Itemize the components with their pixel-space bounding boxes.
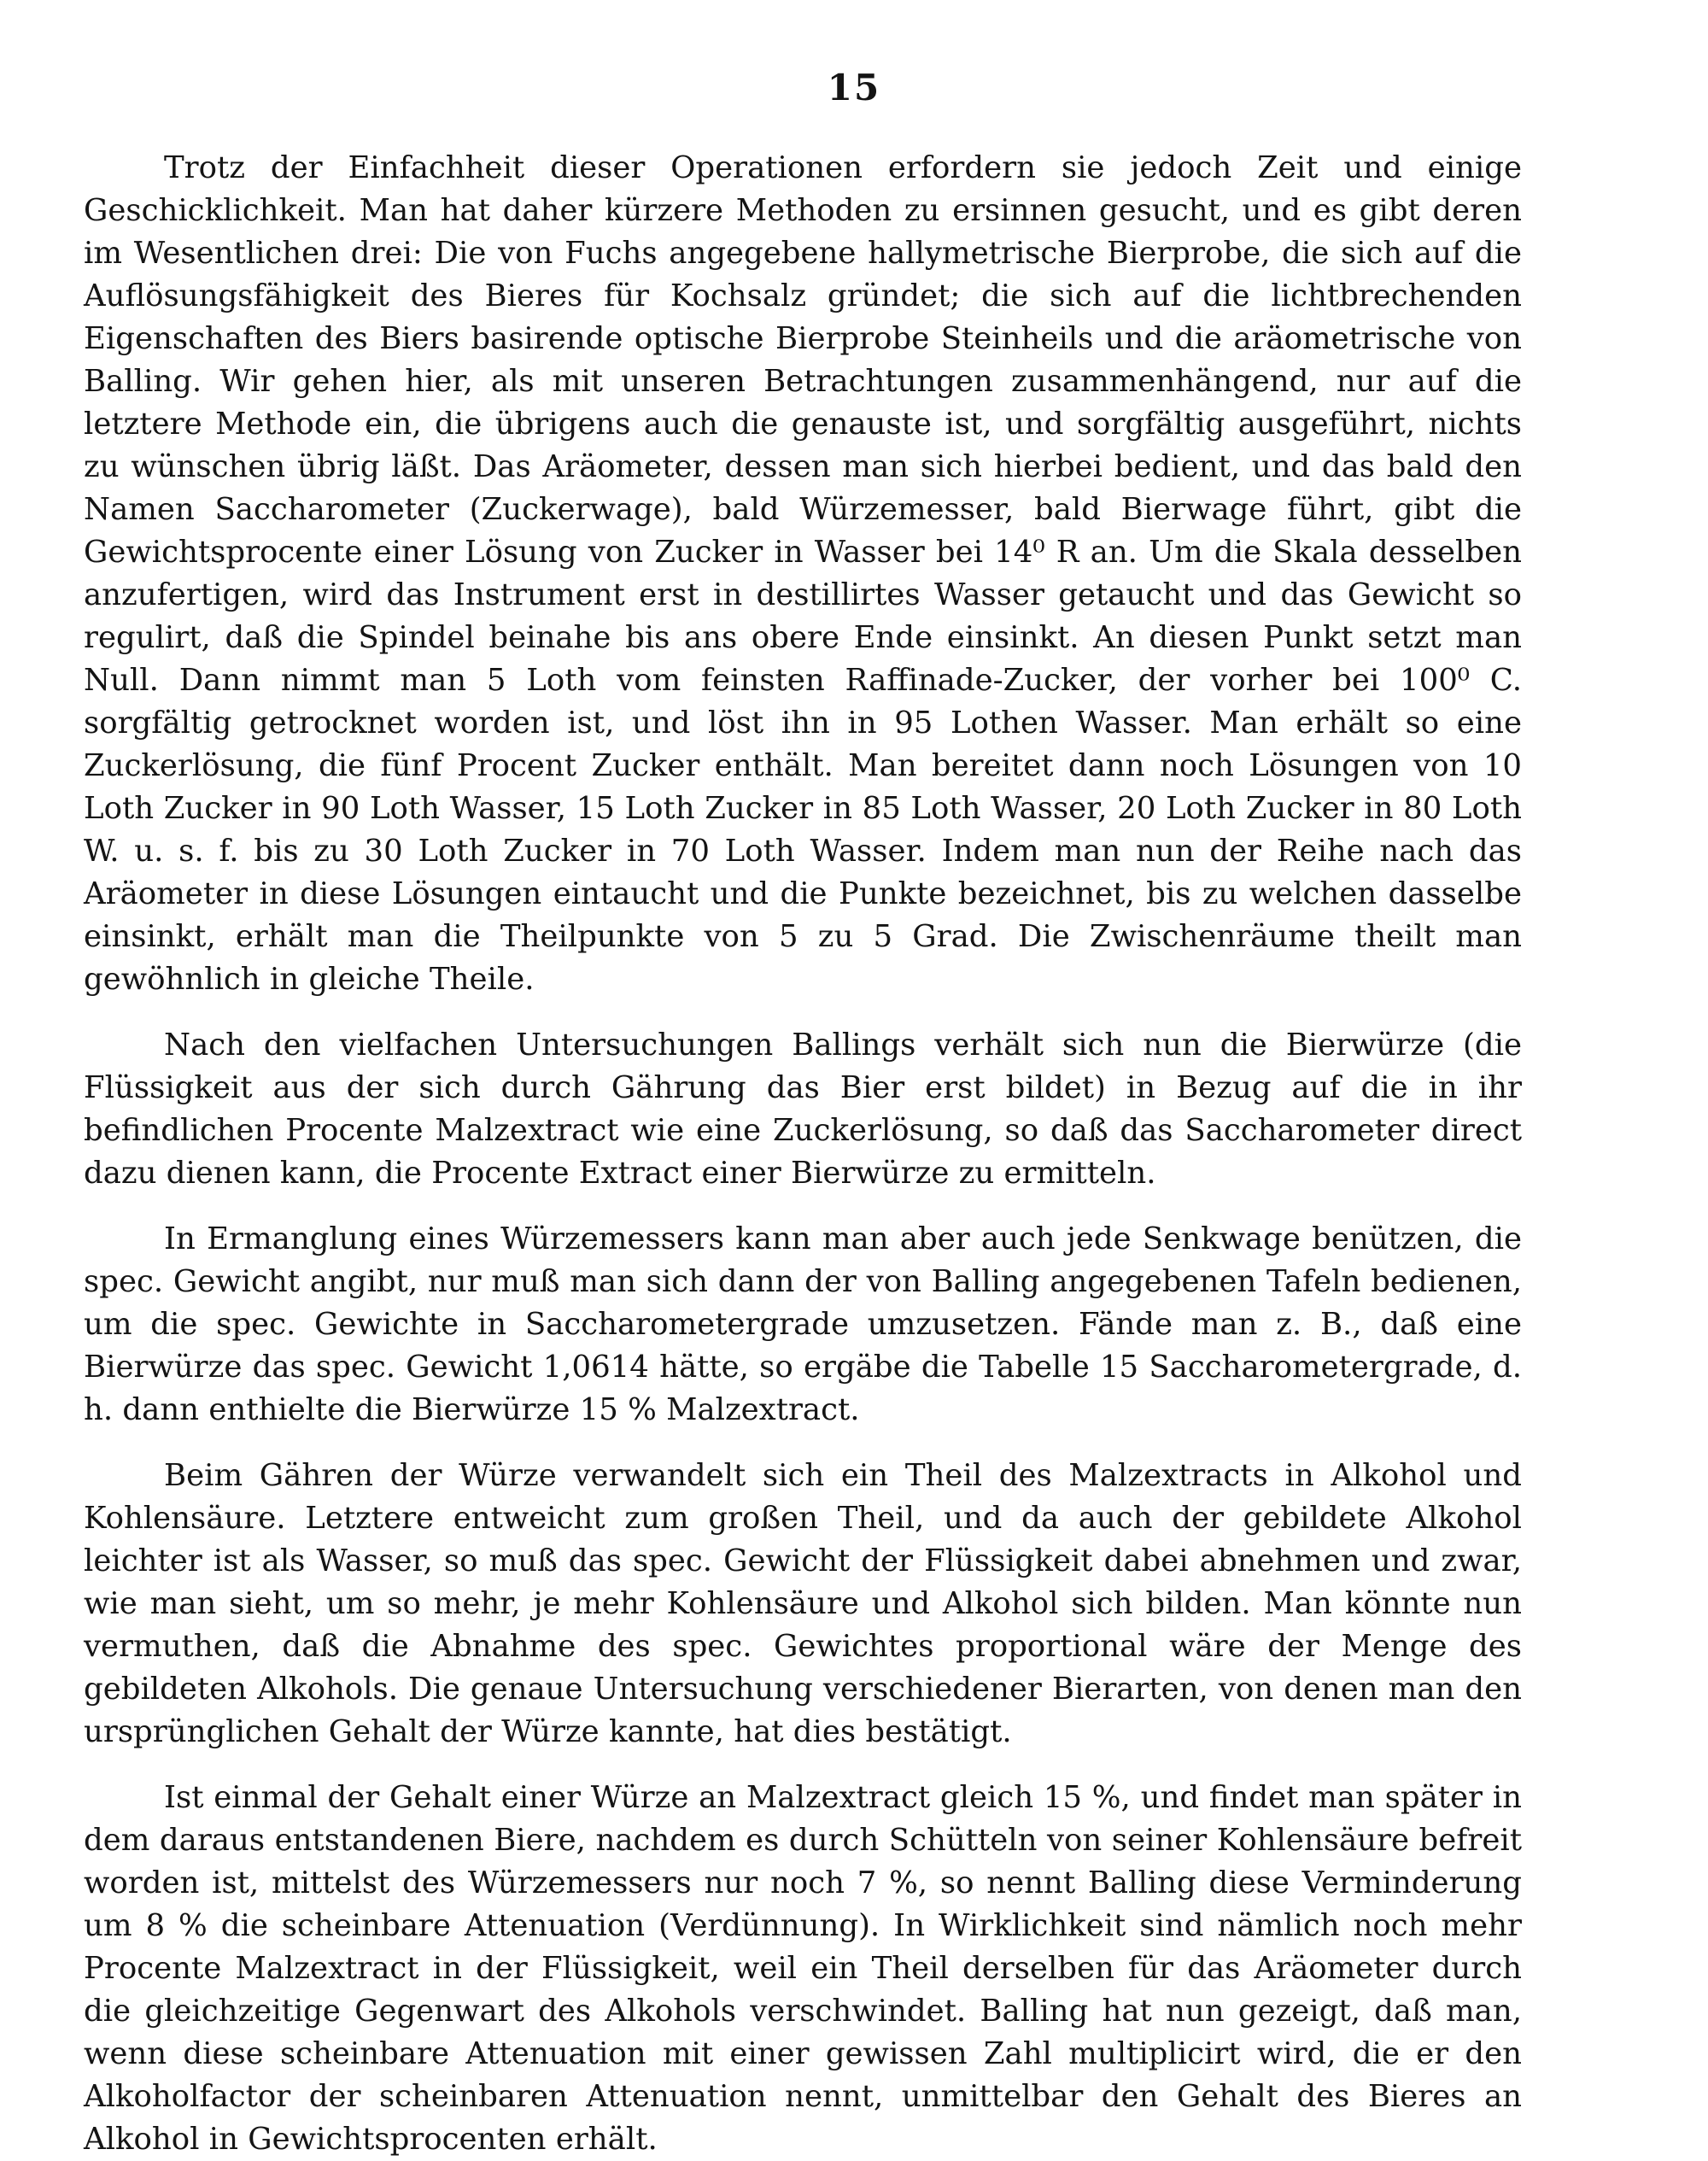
paragraph-3: In Ermanglung eines Würzemessers kann man aber auch jede Senkwage benützen, die spec. Gewicht angibt, nur muß man sich dann der von Balling angegebenen Tafeln bedienen, um die spec. Gewichte in Saccharometergrade umzusetzen. Fände man z. B., daß eine Bierwürze das spec. Gewicht 1,0614 hätte, so ergäbe die Tabelle 15 Saccharometergrade, d. h. dann enthielte die Bierwürze 15 % Malzextract. (84, 1221, 1522, 1427)
paragraph-2: Nach den vielfachen Untersuchungen Ballings verhält sich nun die Bierwürze (die Flüssigkeit aus der sich durch Gährung das Bier erst bildet) in Bezug auf die in ihr befindlichen Procente Malzextract wie eine Zuckerlösung, so daß das Saccharometer direct dazu dienen kann, die Procente Extract einer Bierwürze zu ermitteln. (84, 1028, 1522, 1191)
page-number: 15 (827, 67, 881, 108)
paragraph-1: Trotz der Einfachheit dieser Operationen erfordern sie jedoch Zeit und einige Geschicklichkeit. Man hat daher kürzere Methoden zu ersinnen gesucht, und es gibt deren im Wesentlichen drei: Die von Fuchs angegebene hallymetrische Bierprobe, die sich auf die Auflösungsfähigkeit des Bieres für Kochsalz gründet; die sich auf die lichtbrechenden Eigenschaften des Biers basirende optische Bierprobe Steinheils und die aräometrische von Balling. Wir gehen hier, als mit unseren Betrachtungen zusammenhängend, nur auf die letztere Methode ein, die übrigens auch die genauste ist, und sorgfältig ausgeführt, nichts zu wünschen übrig läßt. Das Aräometer, dessen man sich hierbei bedient, und das bald den Namen Saccharometer (Zuckerwage), bald Würzemesser, bald Bierwage führt, gibt die Gewichtsprocente einer Lösung von Zucker in Wasser bei 14⁰ R an. Um die Skala desselben anzufertigen, wird das Instrument erst in destillirtes Wasser getaucht und das Gewicht so regulirt, daß die Spindel beinahe bis ans obere Ende einsinkt. An diesen Punkt setzt man Null. Dann nimmt man 5 Loth vom feinsten Raffinade-Zucker, der vorher bei 100⁰ C. sorgfältig getrocknet worden ist, und löst ihn in 95 Lothen Wasser. Man erhält so eine Zuckerlösung, die fünf Procent Zucker enthält. Man bereitet dann noch Lösungen von 10 Loth Zucker in 90 Loth Wasser, 15 Loth Zucker in 85 Loth Wasser, 20 Loth Zucker in 80 Loth W. u. s. f. bis zu 30 Loth Zucker in 70 Loth Wasser. Indem man nun der Reihe nach das Aräometer in diese Lösungen eintaucht und die Punkte bezeichnet, bis zu welchen dasselbe einsinkt, erhält man die Theilpunkte von 5 zu 5 Grad. Die Zwischenräume theilt man gewöhnlich in gleiche Theile. (84, 150, 1522, 997)
paragraph-5: Ist einmal der Gehalt einer Würze an Malzextract gleich 15 %, und findet man später in dem daraus entstandenen Biere, nachdem es durch Schütteln von seiner Kohlensäure befreit worden ist, mittelst des Würzemessers nur noch 7 %, so nennt Balling diese Verminderung um 8 % die scheinbare Attenuation (Verdünnung). In Wirklichkeit sind nämlich noch mehr Procente Malzextract in der Flüssigkeit, weil ein Theil derselben für das Aräometer durch die gleichzeitige Gegenwart des Alkohols verschwindet. Balling hat nun gezeigt, daß man, wenn diese scheinbare Attenuation mit einer gewissen Zahl multiplicirt wird, die er den Alkoholfactor der scheinbaren Attenuation nennt, unmittelbar den Gehalt des Bieres an Alkohol in Gewichtsprocenten erhält. (84, 1780, 1522, 2157)
body-text (84, 147, 1522, 2161)
paragraph-4: Beim Gähren der Würze verwandelt sich ein Theil des Malzextracts in Alkohol und Kohlensäure. Letztere entweicht zum großen Theil, und da auch der gebildete Alkohol leichter ist als Wasser, so muß das spec. Gewicht der Flüssigkeit dabei abnehmen und zwar, wie man sieht, um so mehr, je mehr Kohlensäure und Alkohol sich bilden. Man könnte nun vermuthen, daß die Abnahme des spec. Gewichtes proportional wäre der Menge des gebildeten Alkohols. Die genaue Untersuchung verschiedener Bierarten, von denen man den ursprünglichen Gehalt der Würze kannte, hat dies bestätigt. (84, 1458, 1522, 1749)
